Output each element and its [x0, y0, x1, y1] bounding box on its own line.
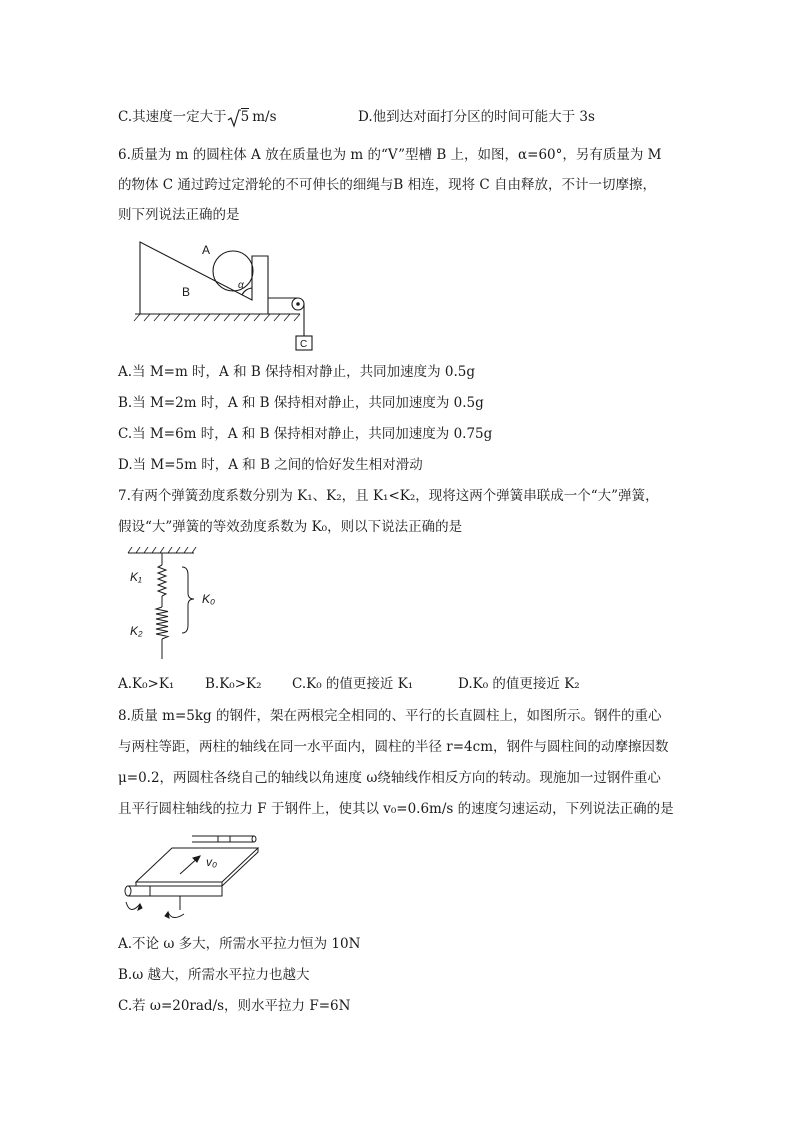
q5-option-c: [118, 107, 277, 128]
q6-stem-line-3: 则下列说法正确的是: [118, 207, 240, 223]
q7-label-k2: K₂: [130, 624, 143, 638]
q5-option-c-unit: m/s: [252, 109, 277, 125]
q8-option-a: A.不论 ω 多大，所需水平拉力恒为 10N: [118, 936, 361, 952]
q6-option-a: A.当 M=m 时，A 和 B 保持相对静止，共同加速度为 0.5g: [118, 364, 476, 380]
q8-option-c: C.若 ω=20rad/s，则水平拉力 F=6N: [118, 998, 351, 1014]
q6-figure-v-groove: [130, 238, 330, 356]
q6-label-alpha: α: [238, 280, 244, 291]
q8-label-v0: v₀: [206, 855, 218, 869]
q6-option-b: B.当 M=2m 时，A 和 B 保持相对静止，共同加速度为 0.5g: [118, 395, 484, 411]
q8-option-b: B.ω 越大，所需水平拉力也越大: [118, 967, 310, 983]
q8-stem-line-1: 8.质量 m=5kg 的钢件，架在两根完全相同的、平行的长直圆柱上，如图所示。钢件的重心: [118, 708, 662, 724]
q7-label-k0: K₀: [202, 592, 216, 606]
q5-option-d: D.他到达对面打分区的时间可能大于 3s: [358, 109, 595, 125]
q6-label-b: B: [182, 285, 191, 299]
q7-stem-line-1: 7.有两个弹簧劲度系数分别为 K₁、K₂，且 K₁<K₂，现将这两个弹簧串联成一个“大”弹簧，: [118, 488, 659, 504]
q6-label-c: C: [300, 339, 308, 350]
q7-figure-springs: [122, 547, 232, 665]
q5-option-c-prefix: C.其速度一定大于: [118, 109, 227, 125]
q6-stem-line-1: 6.质量为 m 的圆柱体 A 放在质量也为 m 的“V”型槽 B 上，如图，α=60°，另有质量为 M: [118, 147, 662, 163]
q8-figure-cylinders: [120, 830, 270, 926]
q7-option-c: C.K₀ 的值更接近 K₁: [292, 676, 414, 692]
q8-stem-line-3: μ=0.2，两圆柱各绕自己的轴线以角速度 ω绕轴线作相反方向的转动。现施加一过钢件重心: [118, 770, 661, 786]
q7-option-b: B.K₀>K₂: [205, 676, 262, 692]
q8-stem-line-2: 与两柱等距，两柱的轴线在同一水平面内，圆柱的半径 r=4cm，钢件与圆柱间的动摩擦因数: [118, 739, 669, 755]
q6-stem-line-2: 的物体 C 通过跨过定滑轮的不可伸长的细绳与B 相连，现将 C 自由释放，不计一切摩擦，: [118, 177, 657, 193]
q8-stem-line-4: 且平行圆柱轴线的拉力 F 于钢件上，使其以 v₀=0.6m/s 的速度匀速运动，下列说法正确的是: [118, 801, 674, 817]
q5-option-c-radicand: 5: [240, 109, 250, 125]
q7-option-a: A.K₀>K₁: [118, 676, 175, 692]
q6-label-a: A: [202, 243, 211, 257]
q7-label-k1: K₁: [130, 570, 142, 584]
sqrt-symbol: [227, 108, 241, 128]
q6-option-d: D.当 M=5m 时，A 和 B 之间的恰好发生相对滑动: [118, 457, 423, 473]
q7-stem-line-2: 假设“大”弹簧的等效劲度系数为 K₀，则以下说法正确的是: [118, 519, 463, 535]
q7-option-d: D.K₀ 的值更接近 K₂: [458, 676, 580, 692]
q6-option-c: C.当 M=6m 时，A 和 B 保持相对静止，共同加速度为 0.75g: [118, 426, 493, 442]
